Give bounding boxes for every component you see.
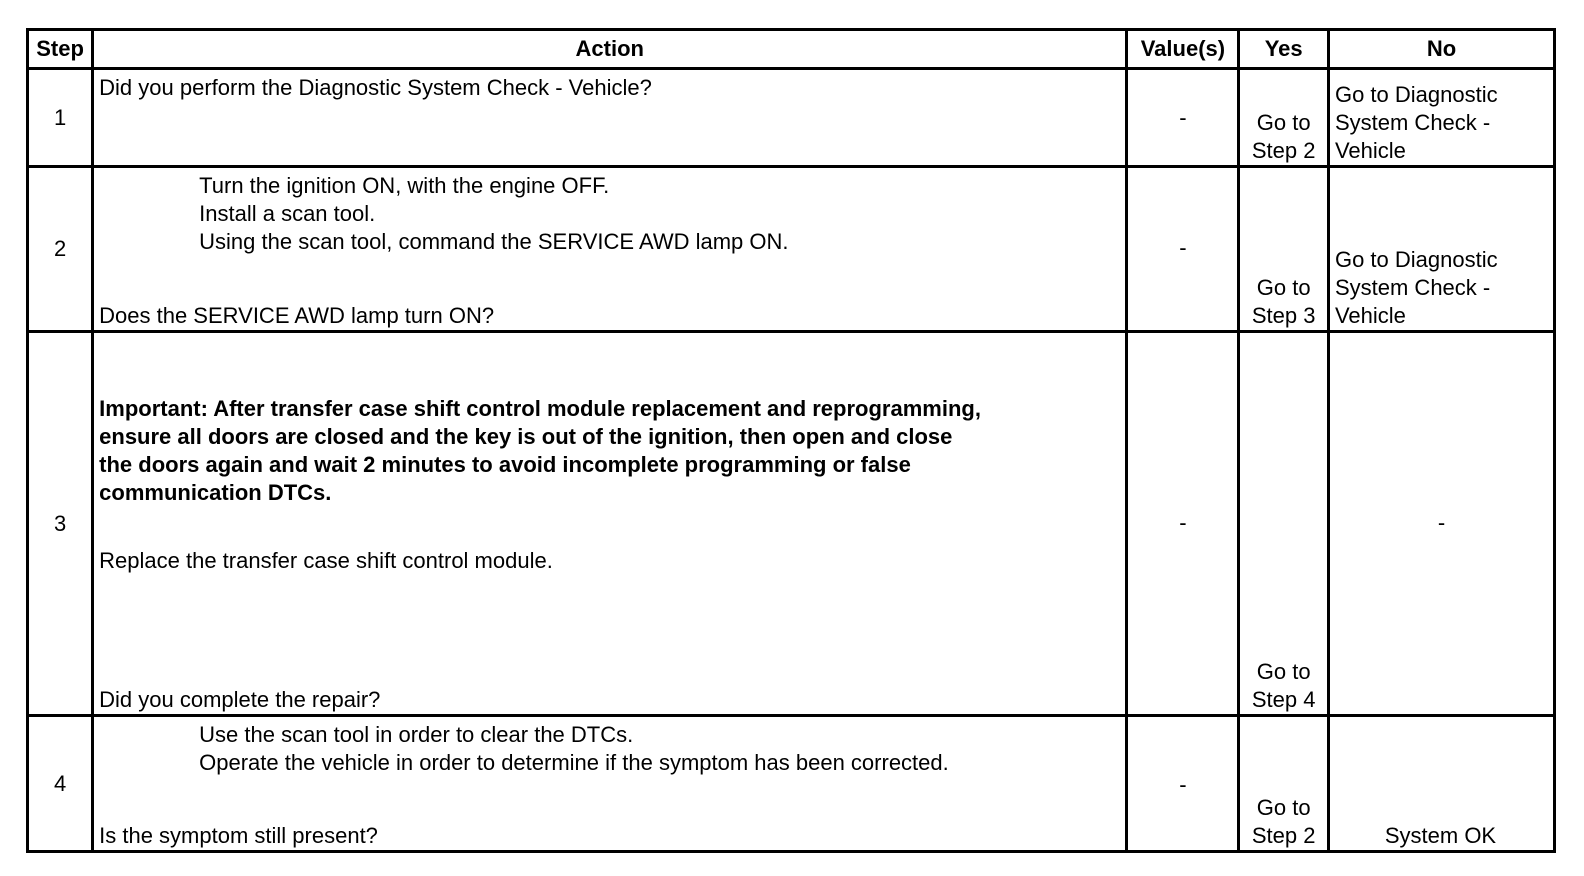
no-cell (1328, 332, 1554, 716)
action-cell (93, 167, 1127, 332)
yes-goto: Go to Step 3 (1251, 275, 1316, 328)
action-instruction: Replace the transfer case shift control module. (99, 548, 553, 573)
step-number: 4 (28, 716, 93, 852)
header-action: Action (93, 30, 1127, 69)
no-goto: Go to Diagnostic System Check - Vehicle (1334, 82, 1498, 163)
yes-goto: Go to Step 2 (1251, 795, 1316, 848)
yes-goto: Go to Step 4 (1251, 659, 1316, 712)
action-question: Is the symptom still present? (99, 823, 378, 848)
header-yes: Yes (1239, 30, 1329, 69)
header-values: Value(s) (1127, 30, 1239, 69)
no-goto: - (1437, 510, 1446, 535)
step-number: 2 (28, 167, 93, 332)
value-cell: - (1127, 716, 1239, 852)
header-row (28, 30, 1555, 69)
header-no: No (1328, 30, 1554, 69)
action-question: Did you complete the repair? (99, 687, 381, 712)
table-row (28, 332, 1555, 716)
action-cell (93, 332, 1127, 716)
no-cell (1328, 167, 1554, 332)
no-cell (1328, 716, 1554, 852)
table-row (28, 69, 1555, 167)
no-goto: System OK (1384, 823, 1497, 848)
action-question: Does the SERVICE AWD lamp turn ON? (99, 303, 495, 328)
yes-cell (1239, 332, 1329, 716)
step-number: 3 (28, 332, 93, 716)
action-steps: Turn the ignition ON, with the engine OFF. Install a scan tool. Using the scan tool, command the SERVICE AWD lamp ON. (199, 173, 789, 254)
table-row (28, 716, 1555, 852)
yes-cell (1239, 716, 1329, 852)
important-note: Important: After transfer case shift control module replacement and reprogramming, ensure all doors are closed and the key is out of the ignition, then open and close the doors again and wait 2 minutes to avoid incomplete programming or false communication DTCs. (99, 396, 981, 505)
diagnostic-table (26, 28, 1556, 853)
action-question: Did you perform the Diagnostic System Check - Vehicle? (99, 75, 652, 100)
action-steps: Use the scan tool in order to clear the DTCs. Operate the vehicle in order to determine if the symptom has been corrected. (199, 722, 949, 775)
yes-cell (1239, 167, 1329, 332)
action-cell (93, 716, 1127, 852)
step-number: 1 (28, 69, 93, 167)
value-cell: - (1127, 69, 1239, 167)
value-cell: - (1127, 332, 1239, 716)
value-cell: - (1127, 167, 1239, 332)
yes-goto: Go to Step 2 (1251, 110, 1316, 163)
table-row (28, 167, 1555, 332)
no-goto: Go to Diagnostic System Check - Vehicle (1334, 247, 1498, 328)
header-step: Step (28, 30, 93, 69)
no-cell (1328, 69, 1554, 167)
action-cell (93, 69, 1127, 167)
yes-cell (1239, 69, 1329, 167)
